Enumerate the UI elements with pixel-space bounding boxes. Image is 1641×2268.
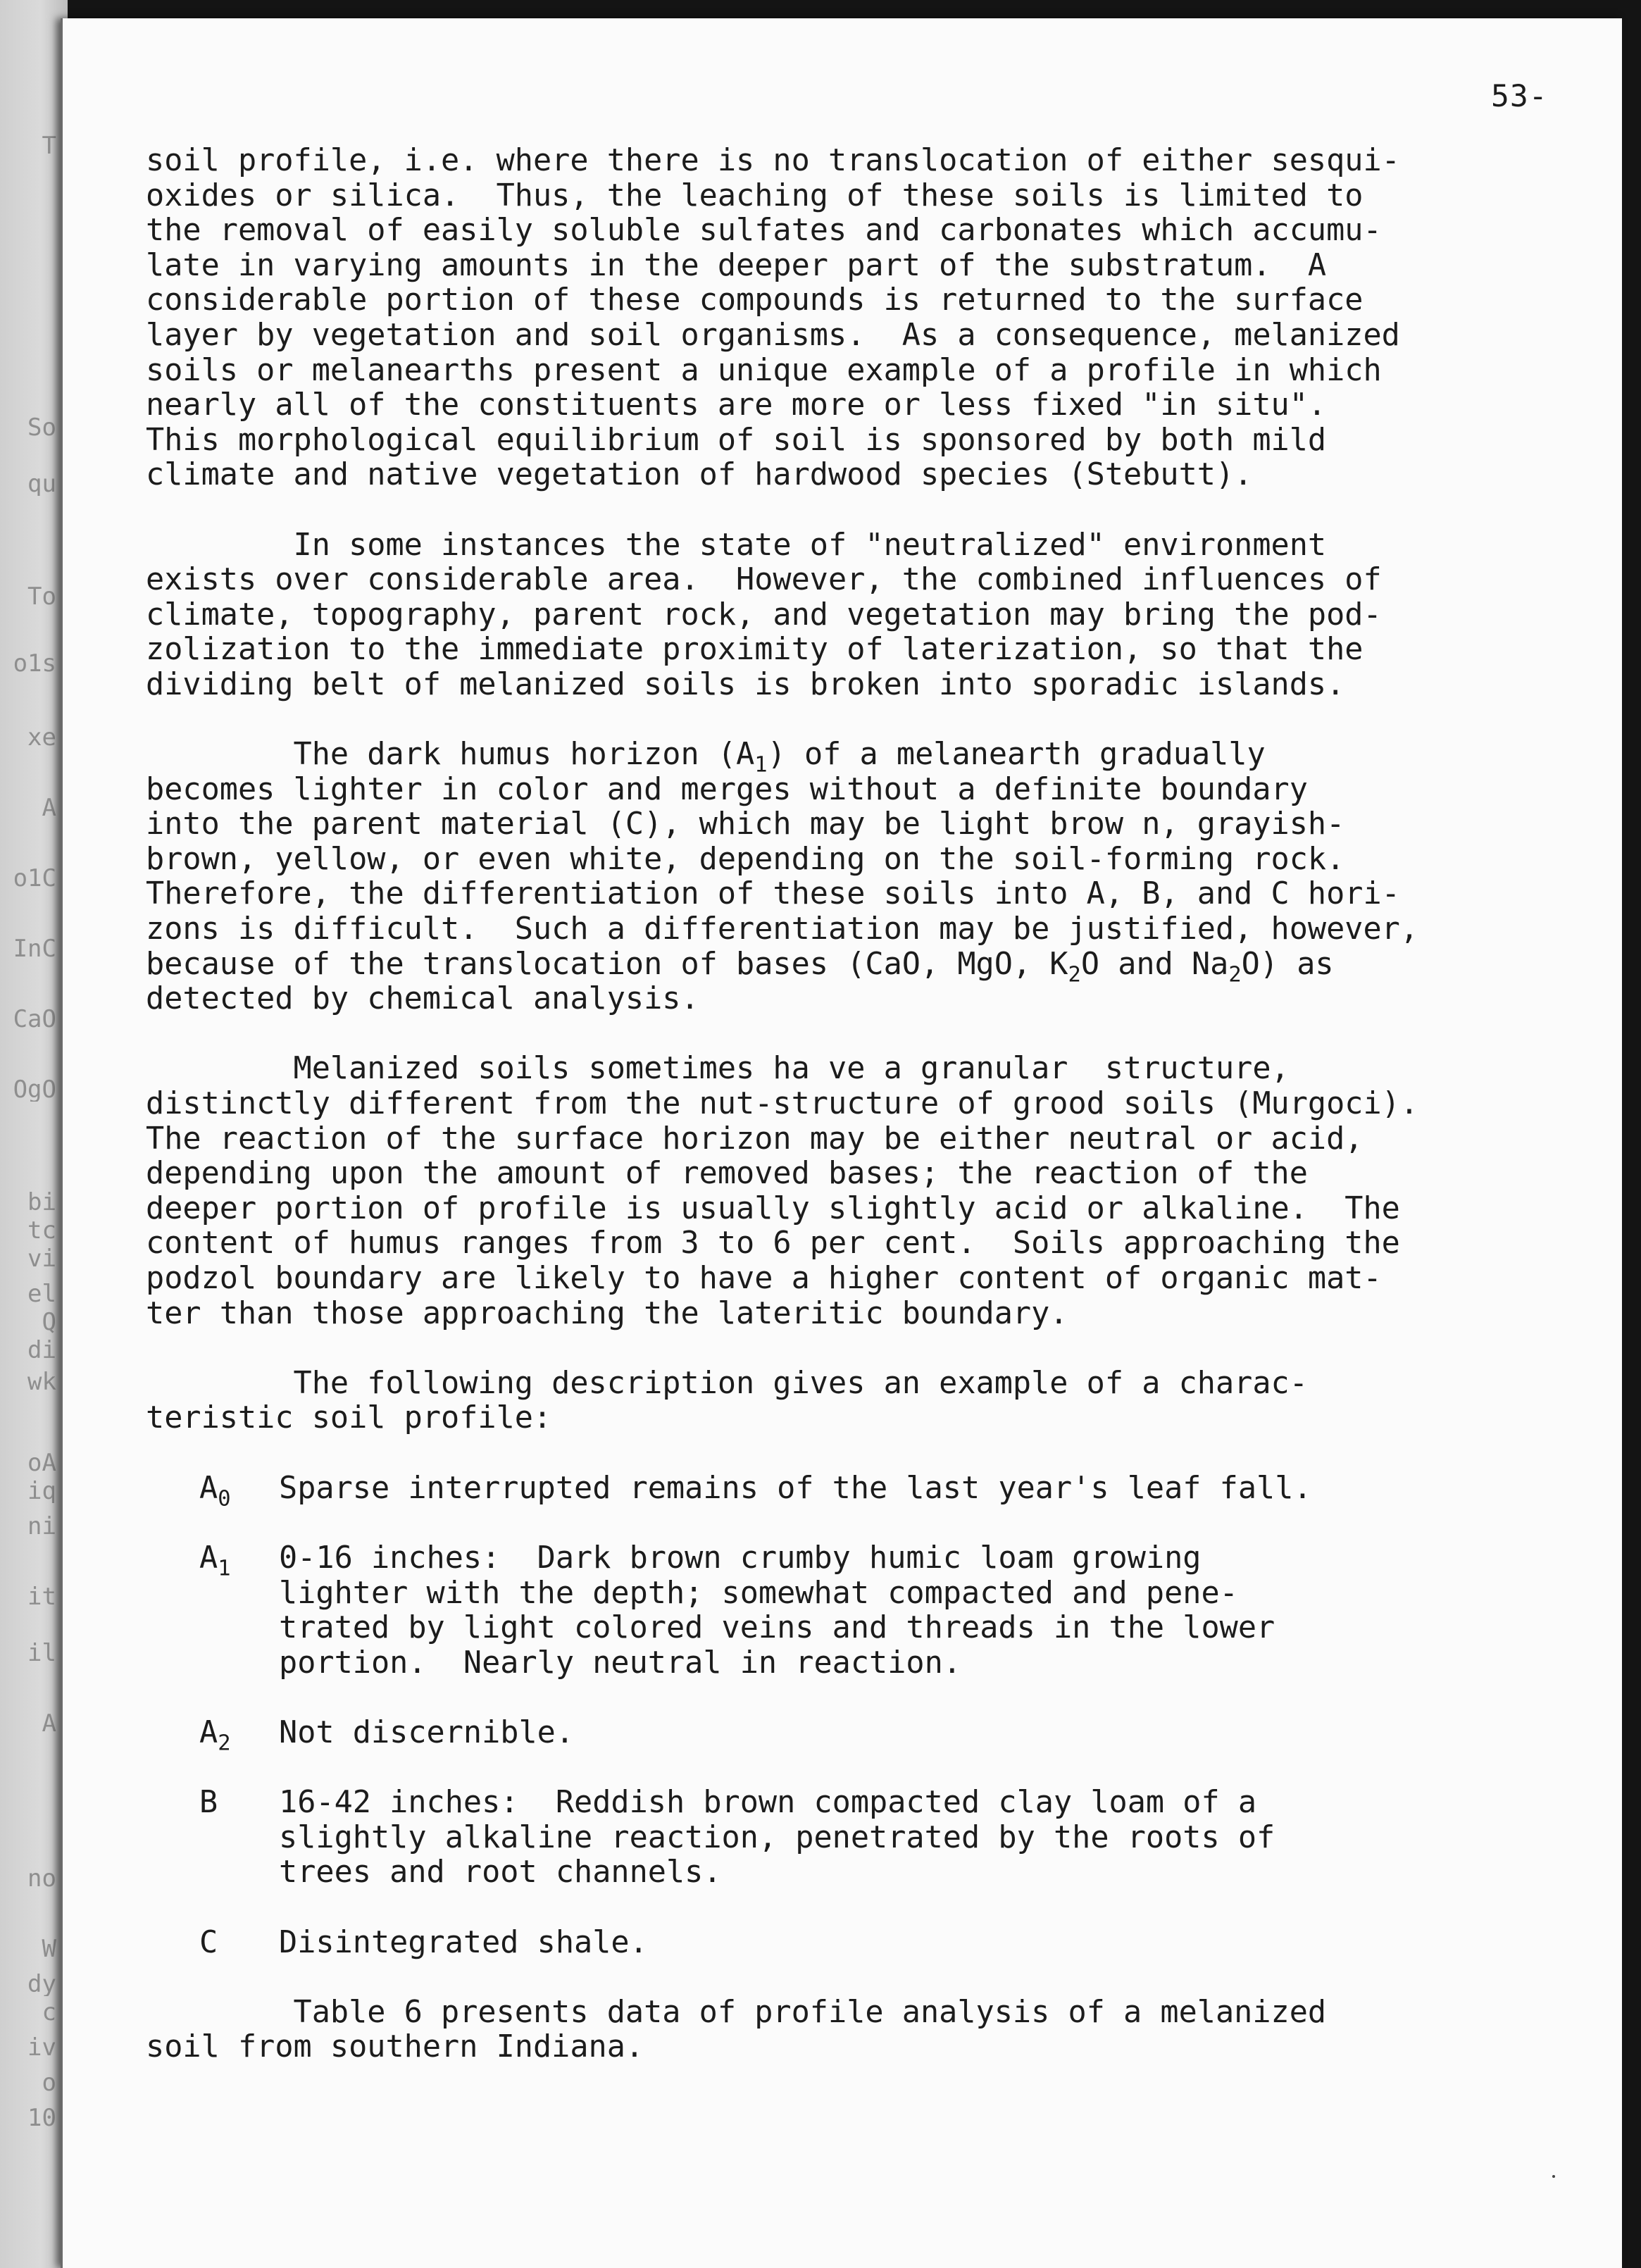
text-line: This morphological equilibrium of soil is sponsored by both mild bbox=[146, 422, 1327, 458]
bleed-fragment: c bbox=[42, 2000, 56, 2024]
bleed-fragment: di bbox=[27, 1338, 56, 1362]
text-line: nearly all of the constituents are more or less fixed "in situ". bbox=[146, 387, 1327, 423]
bleed-fragment: Q bbox=[42, 1310, 56, 1334]
paragraph bbox=[146, 528, 1583, 703]
paragraph bbox=[146, 144, 1583, 493]
paragraph-gap bbox=[146, 1331, 1583, 1366]
horizon-label: $A_2$ bbox=[199, 1715, 231, 1756]
horizon-description bbox=[279, 1926, 648, 1961]
horizon-description bbox=[279, 1541, 1275, 1681]
bleed-fragment: xe bbox=[27, 725, 56, 749]
text-line: brown, yellow, or even white, depending on the soil-forming rock. bbox=[146, 841, 1345, 877]
bleed-fragment: wk bbox=[27, 1370, 56, 1394]
text-line: trated by light colored veins and threads in the lower bbox=[279, 1610, 1275, 1646]
bleed-fragment: A bbox=[42, 1712, 56, 1736]
text-line: layer by vegetation and soil organisms. As a consequence, melanized bbox=[146, 317, 1400, 353]
text-line: zons is difficult. Such a differentiation may be justified, however, bbox=[146, 911, 1419, 947]
horizon-description bbox=[279, 1786, 1275, 1890]
scan-speck bbox=[1552, 2175, 1555, 2178]
text-line: Melanized soils sometimes ha ve a granular structure, bbox=[146, 1051, 1290, 1087]
text-line: because of the translocation of bases (CaO, MgO, $K_2O$ and $Na_2O$) as bbox=[146, 946, 1334, 987]
bleed-fragment: o1s bbox=[13, 652, 56, 675]
bleed-fragment: So bbox=[27, 416, 56, 440]
bleed-fragment: el bbox=[27, 1282, 56, 1306]
text-line: lighter with the depth; somewhat compacted and pene- bbox=[279, 1575, 1238, 1611]
text-line: slightly alkaline reaction, penetrated by the roots of bbox=[279, 1819, 1275, 1855]
horizon-description bbox=[279, 1471, 1312, 1507]
bleed-fragment: tc bbox=[27, 1219, 56, 1242]
text-line: Sparse interrupted remains of the last year's leaf fall. bbox=[279, 1470, 1312, 1506]
page-number: 53- bbox=[1491, 79, 1548, 114]
closing-paragraph bbox=[146, 1995, 1583, 2065]
text-line: climate and native vegetation of hardwood species (Stebutt). bbox=[146, 457, 1253, 493]
paragraph-gap bbox=[146, 1017, 1583, 1052]
bleed-fragment: 10 bbox=[27, 2106, 56, 2130]
bleed-fragment: il bbox=[27, 1641, 56, 1665]
bleed-fragment: it bbox=[27, 1585, 56, 1609]
text-line: The dark humus horizon $(A_1)$ of a melanearth gradually bbox=[146, 737, 1266, 778]
bleed-fragment: bi bbox=[27, 1190, 56, 1214]
text-line: becomes lighter in color and merges without a definite boundary bbox=[146, 771, 1308, 807]
bleed-fragment: qu bbox=[27, 472, 56, 496]
text-line: distinctly different from the nut-structure of grood soils (Murgoci). bbox=[146, 1086, 1419, 1122]
text-line: The following description gives an example of a charac- bbox=[146, 1365, 1308, 1401]
text-line: soil from southern Indiana. bbox=[146, 2029, 644, 2065]
text-line: depending upon the amount of removed bases; the reaction of the bbox=[146, 1156, 1308, 1192]
text-line: portion. Nearly neutral in reaction. bbox=[279, 1645, 962, 1681]
paragraph-gap bbox=[146, 703, 1583, 738]
bleed-fragment: T bbox=[42, 134, 56, 158]
text-line: dividing belt of melanized soils is broken into sporadic islands. bbox=[146, 666, 1345, 702]
bleed-fragment: iq bbox=[27, 1479, 56, 1503]
paragraph bbox=[146, 1052, 1583, 1331]
bleed-fragment: no bbox=[27, 1867, 56, 1890]
bleed-fragment: ni bbox=[27, 1514, 56, 1538]
text-line: trees and root channels. bbox=[279, 1855, 722, 1890]
text-line: 0-16 inches: Dark brown crumby humic loam growing bbox=[279, 1540, 1202, 1576]
bleed-fragment: InC bbox=[13, 937, 56, 961]
text-line: late in varying amounts in the deeper part of the substratum. A bbox=[146, 247, 1327, 283]
text-line: Table 6 presents data of profile analysis of a melanized bbox=[146, 1994, 1327, 2030]
body-text bbox=[146, 144, 1583, 1436]
text-line: detected by chemical analysis. bbox=[146, 981, 699, 1017]
bleed-fragment: W bbox=[42, 1937, 56, 1961]
text-line: deeper portion of profile is usually slightly acid or alkaline. The bbox=[146, 1190, 1400, 1226]
text-line: Not discernible. bbox=[279, 1715, 575, 1750]
horizon-label: $A_0$ bbox=[199, 1470, 231, 1512]
horizon-label: $A_1$ bbox=[199, 1540, 231, 1581]
text-line: soil profile, i.e. where there is no translocation of either sesqui- bbox=[146, 143, 1400, 178]
text-line: In some instances the state of "neutralized" environment bbox=[146, 527, 1327, 563]
text-line: soils or melanearths present a unique example of a profile in which bbox=[146, 352, 1382, 388]
paragraph-gap bbox=[146, 493, 1583, 528]
text-line: exists over considerable area. However, the combined influences of bbox=[146, 562, 1382, 598]
bleed-fragment: o bbox=[42, 2071, 56, 2095]
paragraph bbox=[146, 737, 1583, 1017]
text-line: Disintegrated shale. bbox=[279, 1924, 648, 1960]
text-line: climate, topography, parent rock, and vegetation may bring the pod- bbox=[146, 597, 1382, 633]
text-line: considerable portion of these compounds is returned to the surface bbox=[146, 282, 1364, 318]
horizon-label: C bbox=[199, 1924, 218, 1960]
text-line: the removal of easily soluble sulfates and carbonates which accumu- bbox=[146, 213, 1382, 249]
bleed-fragment: vi bbox=[27, 1247, 56, 1271]
text-line: Therefore, the differentiation of these soils into A, B, and C hori- bbox=[146, 876, 1400, 912]
text-line: The reaction of the surface horizon may be either neutral or acid, bbox=[146, 1121, 1364, 1157]
text-line: 16-42 inches: Reddish brown compacted clay loam of a bbox=[279, 1785, 1257, 1821]
text-line: ter than those approaching the lateritic boundary. bbox=[146, 1295, 1068, 1331]
typed-page bbox=[61, 18, 1622, 2268]
bleed-fragment: OgO bbox=[13, 1078, 56, 1102]
paragraph bbox=[146, 1366, 1583, 1436]
horizon-description bbox=[279, 1716, 574, 1751]
bleed-fragment: CaO bbox=[13, 1007, 56, 1031]
text-line: zolization to the immediate proximity of laterization, so that the bbox=[146, 632, 1364, 668]
bleed-fragment: iv bbox=[27, 2036, 56, 2060]
bleed-fragment: To bbox=[27, 585, 56, 609]
text-line: oxides or silica. Thus, the leaching of these soils is limited to bbox=[146, 177, 1364, 213]
bleed-fragment: oA bbox=[27, 1451, 56, 1475]
text-line: content of humus ranges from 3 to 6 per cent. Soils approaching the bbox=[146, 1226, 1400, 1261]
text-line: teristic soil profile: bbox=[146, 1400, 552, 1436]
bleed-fragment: o1C bbox=[13, 866, 56, 890]
bleed-fragment: A bbox=[42, 796, 56, 820]
bleed-fragment: dy bbox=[27, 1972, 56, 1996]
text-line: into the parent material (C), which may be light brow n, grayish- bbox=[146, 806, 1345, 842]
text-line: podzol boundary are likely to have a higher content of organic mat- bbox=[146, 1261, 1382, 1296]
adjacent-page-edge bbox=[0, 0, 68, 2268]
horizon-label: B bbox=[199, 1785, 218, 1821]
